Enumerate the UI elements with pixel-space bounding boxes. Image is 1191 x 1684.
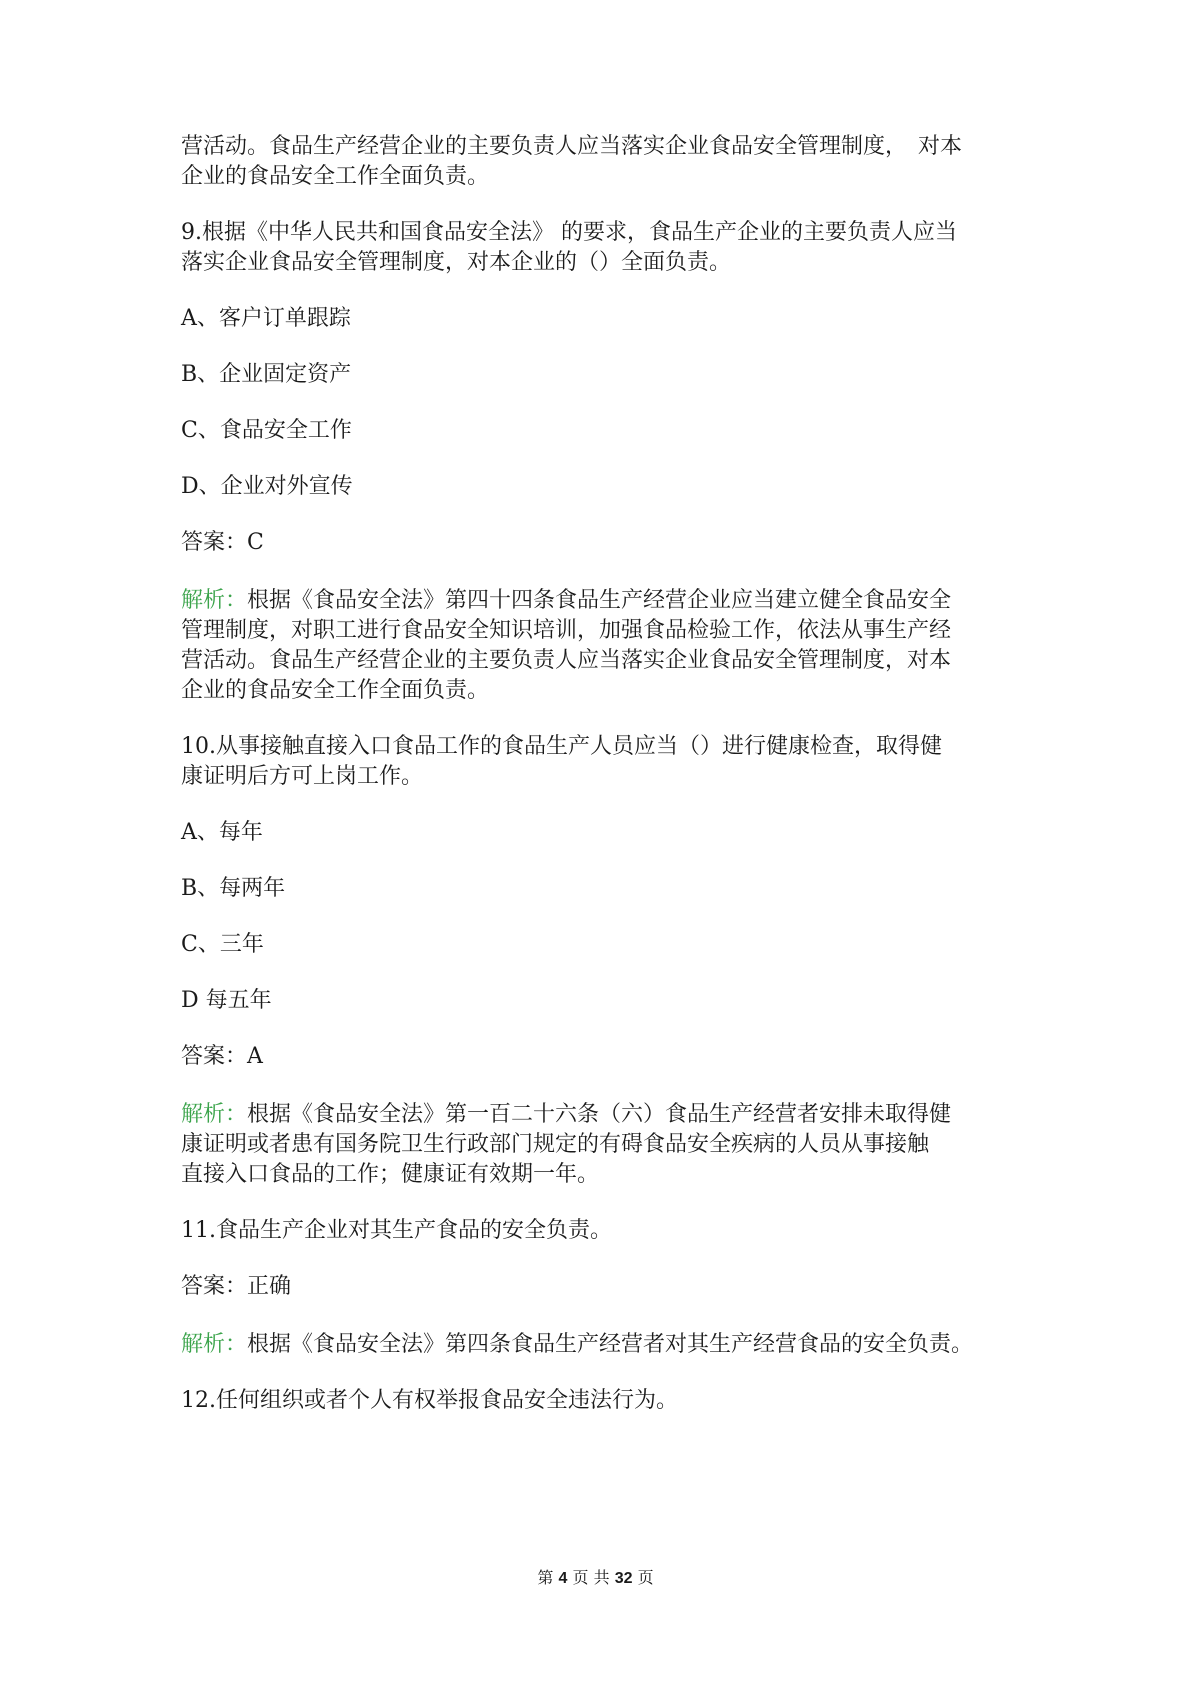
option-c: C、三年 [181, 932, 264, 957]
answer-9: 答案：C [181, 530, 264, 555]
text-line: 营活动。食品生产经营企业的主要负责人应当落实企业食品安全管理制度， 对本 [181, 134, 963, 159]
question-12: 12.任何组织或者个人有权举报食品安全违法行为。 [181, 1388, 678, 1413]
text-line: 企业的食品安全工作全面负责。 [181, 164, 490, 189]
question-10-line-1: 10.从事接触直接入口食品工作的食品生产人员应当（）进行健康检查，取得健 [181, 734, 942, 759]
analysis-text: 根据《食品安全法》第四十四条食品生产经营企业应当建立健全食品安全 [247, 588, 952, 613]
footer-prefix: 第 [537, 1568, 554, 1587]
analysis-10-line-1 [181, 1100, 951, 1130]
analysis-10-line-3: 直接入口食品的工作；健康证有效期一年。 [181, 1162, 600, 1187]
footer-middle: 页 共 [572, 1568, 610, 1587]
option-b: B、每两年 [181, 876, 286, 901]
option-d: D、企业对外宣传 [181, 474, 353, 499]
footer-suffix: 页 [637, 1568, 654, 1587]
footer-page-number: 4 [558, 1570, 568, 1587]
answer-11: 答案：正确 [181, 1274, 292, 1299]
option-d: D 每五年 [181, 988, 272, 1013]
analysis-label: 解析： [181, 588, 248, 613]
document-page [181, 0, 1021, 1684]
analysis-11-line-1 [181, 1330, 973, 1360]
question-11: 11.食品生产企业对其生产食品的安全负责。 [181, 1218, 612, 1243]
analysis-label: 解析： [181, 1102, 248, 1127]
analysis-9-line-2: 管理制度，对职工进行食品安全知识培训，加强食品检验工作，依法从事生产经 [181, 618, 952, 643]
option-a: A、每年 [181, 820, 263, 845]
analysis-9-line-3: 营活动。食品生产经营企业的主要负责人应当落实企业食品安全管理制度，对本 [181, 648, 952, 673]
option-a: A、客户订单跟踪 [181, 306, 351, 331]
question-9-line-1: 9.根据《中华人民共和国食品安全法》 的要求，食品生产企业的主要负责人应当 [181, 220, 957, 245]
analysis-10-line-2: 康证明或者患有国务院卫生行政部门规定的有碍食品安全疾病的人员从事接触 [181, 1132, 930, 1157]
analysis-text: 根据《食品安全法》第四条食品生产经营者对其生产经营食品的安全负责。 [247, 1332, 974, 1357]
answer-10: 答案：A [181, 1044, 263, 1069]
footer-total-pages: 32 [614, 1570, 633, 1587]
option-b: B、企业固定资产 [181, 362, 352, 387]
question-10-line-2: 康证明后方可上岗工作。 [181, 764, 424, 789]
analysis-label: 解析： [181, 1332, 248, 1357]
analysis-9-line-1 [181, 586, 951, 616]
option-c: C、食品安全工作 [181, 418, 352, 443]
page-footer [0, 1568, 1191, 1589]
question-9-line-2: 落实企业食品安全管理制度，对本企业的（）全面负责。 [181, 250, 732, 275]
analysis-9-line-4: 企业的食品安全工作全面负责。 [181, 678, 490, 703]
analysis-text: 根据《食品安全法》第一百二十六条（六）食品生产经营者安排未取得健 [247, 1102, 952, 1127]
